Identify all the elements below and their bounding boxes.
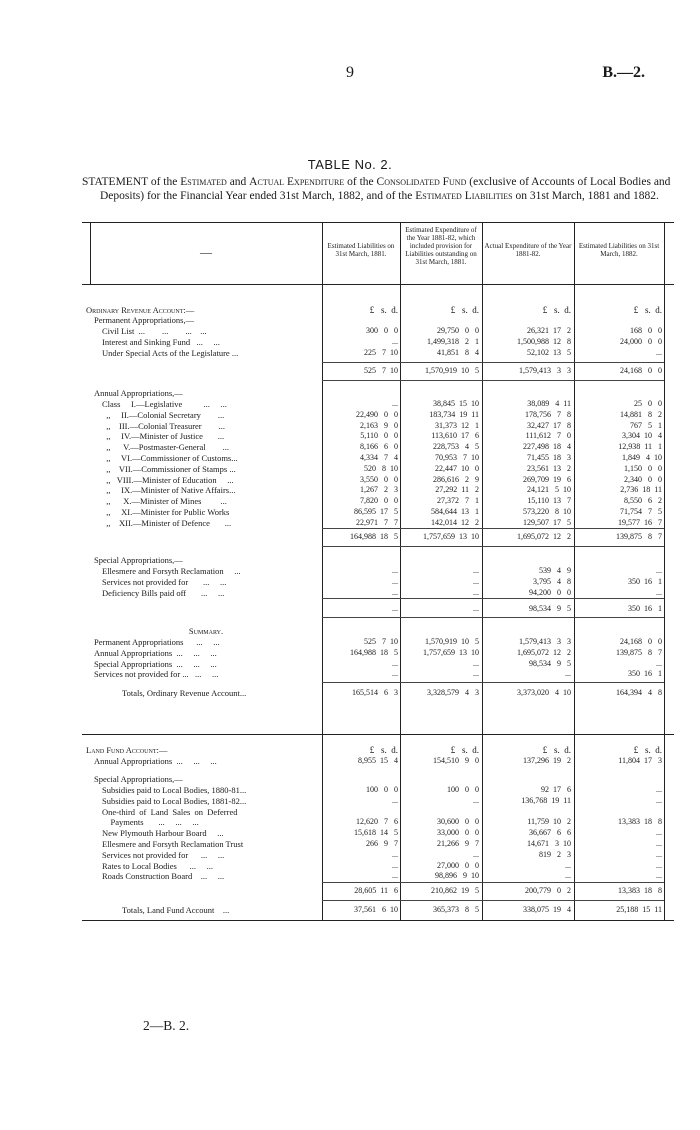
cell-c4: ...: [656, 839, 662, 848]
cell-c2: 27,292 11 2: [435, 485, 479, 495]
cell-c3: 129,507 17 5: [523, 517, 571, 527]
cell-c4: 2,340 0 0: [624, 474, 662, 484]
cell-c4: ...: [656, 785, 662, 794]
cell-c2: 38,845 15 10: [433, 399, 479, 408]
group-heading: Special Appropriations,—: [94, 774, 183, 784]
cell-c1: 22,971 7 7: [356, 517, 398, 527]
cell-c2: ...: [473, 604, 479, 613]
cell-c4: 19,577 16 7: [618, 517, 662, 527]
statement-text: on 31st March, 1881 and 1882.: [512, 189, 659, 202]
cell-c1: 165,514 6 3: [352, 688, 398, 697]
subtotal-rule: [322, 362, 664, 363]
cell-c2: 1,757,659 13 10: [423, 647, 479, 657]
row-label: ,, IV.—Minister of Justice ...: [102, 431, 225, 442]
cell-c1: 28,605 11 6: [354, 886, 398, 895]
cell-c4: 14,881 8 2: [620, 409, 662, 419]
statement-text: and: [226, 176, 250, 188]
cell-c3: 11,759 10 2: [527, 817, 571, 827]
cell-c1: 8,955 15 4: [358, 756, 398, 765]
cell-c2: ...: [473, 795, 479, 805]
row-label: ,, VIII.—Minister of Education ...: [102, 474, 234, 485]
subtotal-rule: [322, 598, 664, 599]
row-label: Subsidies paid to Local Bodies, 1881-82...: [102, 795, 247, 806]
cell-c1: 7,820 0 0: [360, 496, 398, 506]
row-label: Interest and Sinking Fund ... ...: [102, 337, 220, 347]
statement-heading: [82, 176, 674, 203]
currency-header: £ s. d.: [633, 745, 662, 755]
cell-c4: 350 16 1: [628, 604, 662, 613]
cell-c1: 300 0 0: [366, 326, 398, 335]
document-code: B.—2.: [602, 64, 645, 81]
cell-c2: ...: [473, 849, 479, 859]
cell-c2: 154,510 9 0: [433, 756, 479, 765]
cell-c3: 1,579,413 3 3: [519, 637, 571, 646]
description-column-header: —: [200, 245, 212, 259]
row-label: Special Appropriations ... ... ...: [94, 658, 217, 669]
row-label: Services not provided for ... ...: [102, 849, 225, 860]
row-label: ,, V.—Postmaster-General ...: [102, 442, 230, 453]
col2-header: Estimated Expenditure of the Year 1881-82, which included provision for Liabilities outstanding on 31st March, 1881.: [405, 226, 477, 266]
currency-header: £ s. d.: [542, 745, 571, 755]
cell-c3: 15,110 13 7: [527, 496, 571, 506]
currency-header: £ s. d.: [542, 305, 571, 315]
cell-c4: 164,394 4 8: [616, 688, 662, 697]
cell-c3: 539 4 9: [539, 566, 571, 575]
cell-c4: 24,168 0 0: [620, 366, 662, 375]
cell-c1: 266 9 7: [366, 839, 398, 848]
row-label: ,, XI.—Minister for Public Works: [102, 507, 230, 517]
statement-text: of the: [344, 176, 377, 188]
row-label: ,, II.—Colonial Secretary ...: [102, 409, 225, 420]
cell-c3: 1,500,988 12 8: [517, 337, 571, 346]
cell-c2: 70,953 7 10: [435, 453, 479, 462]
cell-c4: ...: [656, 795, 662, 805]
cell-c3: 3,373,020 4 10: [517, 688, 571, 697]
cell-c4: ...: [656, 566, 662, 575]
cell-c3: 98,534 9 5: [529, 658, 571, 668]
cell-c1: 22,490 0 0: [356, 409, 398, 419]
cell-c3: ...: [565, 860, 571, 870]
row-label: ,, III.—Colonial Treasurer ...: [102, 420, 226, 431]
cell-c3: 227,498 18 4: [523, 442, 571, 452]
cell-c2: 142,014 12 2: [431, 517, 479, 527]
cell-c2: 113,610 17 6: [431, 431, 479, 441]
cell-c3: 136,768 19 11: [521, 795, 571, 805]
cell-c2: 27,372 7 1: [437, 496, 479, 506]
row-label: Services not provided for ... ...: [102, 576, 227, 587]
statement-text: (exclusive of Accounts of Local Bodies and Deposits) for the Financial Year ended 31st March, 1882, and of the: [100, 176, 671, 202]
cell-c2: 31,373 12 1: [435, 420, 479, 430]
cell-c4: 350 16 1: [628, 669, 662, 679]
cell-c2: 30,600 0 0: [437, 817, 479, 827]
cell-c2: 1,570,919 10 5: [425, 637, 479, 646]
cell-c3: 23,561 13 2: [527, 463, 571, 473]
cell-c3: 573,220 8 10: [523, 507, 571, 516]
cell-c2: 286,616 2 9: [433, 474, 479, 484]
cell-c1: 8,166 6 0: [360, 442, 398, 452]
cell-c2: ...: [473, 587, 479, 597]
cell-c1: 3,550 0 0: [360, 474, 398, 484]
subtotal-rule: [322, 682, 664, 683]
cell-c3: 269,709 19 6: [523, 474, 571, 484]
cell-c4: ...: [656, 348, 662, 357]
cell-c2: 27,000 0 0: [437, 860, 479, 870]
subtotal-rule: [322, 528, 664, 529]
row-label: ,, VII.—Commissioner of Stamps ...: [102, 463, 236, 474]
col1-header: Estimated Liabilities on 31st March, 1881.: [327, 242, 395, 258]
cell-c3: 1,695,072 12 2: [517, 647, 571, 657]
footer-code: 2—B. 2.: [143, 1018, 190, 1033]
group-heading: Permanent Appropriations,—: [94, 315, 195, 325]
cell-c4: ...: [656, 828, 662, 838]
cell-c1: ...: [392, 337, 398, 346]
row-label: New Plymouth Harbour Board ...: [102, 828, 224, 839]
row-label: Annual Appropriations ... ... ...: [94, 647, 217, 658]
cell-c4: ...: [656, 849, 662, 859]
cell-c4: 168 0 0: [630, 326, 662, 335]
totals-label: Totals, Ordinary Revenue Account...: [122, 688, 247, 698]
cell-c3: 26,321 17 2: [527, 326, 571, 335]
subtotal-rule: [322, 546, 664, 547]
subtotal-rule: [322, 617, 664, 618]
cell-c4: ...: [656, 587, 662, 597]
row-label: Subsidies paid to Local Bodies, 1880-81...: [102, 785, 247, 795]
cell-c1: ...: [392, 871, 398, 881]
cell-c4: ...: [656, 871, 662, 881]
cell-c3: 200,779 0 2: [525, 886, 571, 895]
page-number: 9: [346, 64, 354, 81]
cell-c1: 520 8 10: [364, 463, 398, 473]
cell-c4: 12,938 11 1: [618, 442, 662, 452]
cell-c3: 71,455 18 3: [527, 453, 571, 462]
row-label: Roads Construction Board ... ...: [102, 871, 225, 882]
cell-c2: 33,000 0 0: [437, 828, 479, 838]
header-bottom-rule: [82, 284, 674, 285]
cell-c1: 225 7 10: [364, 348, 398, 357]
cell-c2: 21,266 9 7: [437, 839, 479, 848]
cell-c2: 98,896 9 10: [435, 871, 479, 881]
cell-c1: 86,595 17 5: [354, 507, 398, 516]
column-rule: [482, 222, 483, 920]
cell-c4: 25 0 0: [634, 399, 662, 408]
cell-c2: 29,750 0 0: [437, 326, 479, 335]
currency-header: £ s. d.: [450, 305, 479, 315]
row-label: ,, X.—Minister of Mines ...: [102, 496, 227, 507]
column-rule: [574, 222, 575, 920]
cell-c2: 1,570,919 10 5: [425, 366, 479, 375]
cell-c4: 24,168 0 0: [620, 637, 662, 646]
cell-c1: ...: [392, 658, 398, 668]
currency-header: £ s. d.: [369, 745, 398, 755]
cell-c3: 94,200 0 0: [529, 587, 571, 597]
cell-c2: 1,757,659 13 10: [423, 532, 479, 541]
cell-c4: 24,000 0 0: [620, 337, 662, 346]
cell-c2: 3,328,579 4 3: [427, 688, 479, 697]
row-label: ,, XII.—Minister of Defence ...: [102, 517, 232, 528]
cell-c1: 1,267 2 3: [360, 485, 398, 495]
cell-c1: ...: [392, 795, 398, 805]
cell-c1: 525 7 10: [364, 366, 398, 375]
cell-c2: ...: [473, 576, 479, 586]
cell-c4: 767 5 1: [630, 420, 662, 430]
cell-c3: 36,667 6 6: [529, 828, 571, 838]
cell-c2: 1,499,318 2 1: [427, 337, 479, 346]
cell-c4: 350 16 1: [628, 576, 662, 586]
cell-c4: 3,304 10 4: [622, 431, 662, 441]
subtotal-rule: [322, 900, 664, 901]
cell-c1: ...: [392, 587, 398, 597]
statement-lead: STATEMENT: [82, 176, 148, 188]
cell-c3: 32,427 17 8: [527, 420, 571, 430]
row-label: Class I.—Legislative ... ...: [102, 399, 227, 409]
cell-c4: 13,383 18 8: [618, 886, 662, 895]
cell-c1: ...: [392, 604, 398, 613]
cell-c2: 100 0 0: [447, 785, 479, 794]
row-label: Payments ... ... ...: [102, 817, 199, 828]
statement-sc: Estimated Liabilities: [415, 189, 513, 202]
cell-c3: 92 17 6: [541, 785, 571, 794]
row-label: Annual Appropriations ... ... ...: [94, 756, 217, 766]
cell-c4: 71,754 7 5: [620, 507, 662, 516]
cell-c3: 137,296 19 2: [523, 756, 571, 765]
row-label: Permanent Appropriations ... ...: [94, 637, 220, 647]
col4-header: Estimated Liabilities on 31st March, 1882.: [578, 242, 660, 258]
cell-c4: 25,188 15 11: [616, 905, 662, 914]
cell-c4: 139,875 8 7: [616, 532, 662, 541]
cell-c3: 1,579,413 3 3: [519, 366, 571, 375]
cell-c1: 12,620 7 6: [356, 817, 398, 827]
section-divider-rule: [82, 734, 674, 735]
row-label: Rates to Local Bodies ... ...: [102, 860, 213, 871]
cell-c4: 11,804 17 3: [618, 756, 662, 765]
cell-c4: 2,736 18 11: [620, 485, 662, 495]
subtotal-rule: [322, 882, 664, 883]
row-label: ,, IX.—Minister of Native Affairs...: [102, 485, 236, 496]
cell-c1: ...: [392, 566, 398, 575]
cell-c1: 2,163 9 0: [360, 420, 398, 430]
cell-c1: 4,334 7 4: [360, 453, 398, 462]
summary-heading: Summary.: [188, 626, 224, 636]
cell-c3: 52,102 13 5: [527, 348, 571, 357]
cell-c4: 139,875 8 7: [616, 647, 662, 657]
cell-c3: 24,121 5 10: [527, 485, 571, 495]
cell-c1: 164,988 18 5: [350, 532, 398, 541]
currency-header: £ s. d.: [450, 745, 479, 755]
cell-c1: 37,561 6 10: [354, 905, 398, 914]
cell-c3: 3,795 4 8: [533, 576, 571, 586]
cell-c1: ...: [392, 669, 398, 679]
cell-c4: 1,150 0 0: [624, 463, 662, 473]
cell-c2: 22,447 10 0: [435, 463, 479, 473]
statement-text: of the: [147, 176, 181, 188]
cell-c4: ...: [656, 658, 662, 668]
cell-c2: 584,644 13 1: [431, 507, 479, 516]
cell-c3: 111,612 7 0: [525, 431, 571, 441]
column-rule: [664, 222, 665, 920]
cell-c3: ...: [565, 871, 571, 881]
cell-c3: 38,089 4 11: [527, 399, 571, 408]
group-heading: Special Appropriations,—: [94, 555, 183, 565]
subtotal-rule: [322, 380, 664, 381]
col3-header: Actual Expenditure of the Year 1881-82.: [484, 242, 572, 258]
cell-c2: ...: [473, 669, 479, 679]
cell-c2: ...: [473, 566, 479, 575]
cell-c2: 41,851 8 4: [437, 348, 479, 357]
row-label: ,, VI.—Commissioner of Customs...: [102, 453, 238, 463]
cell-c3: ...: [565, 669, 571, 679]
column-rule: [400, 222, 401, 920]
table-top-rule: [82, 222, 674, 223]
cell-c1: 5,110 0 0: [360, 431, 398, 441]
group-heading: Annual Appropriations,—: [94, 388, 183, 398]
statement-sc: Actual Expenditure: [249, 176, 345, 188]
cell-c1: ...: [392, 399, 398, 408]
cell-c1: 15,618 14 5: [354, 828, 398, 838]
cell-c1: 164,988 18 5: [350, 647, 398, 657]
statement-sc: Consolidated Fund: [376, 176, 467, 188]
row-label: Ellesmere and Forsyth Reclamation Trust: [102, 839, 244, 849]
cell-c1: ...: [392, 860, 398, 870]
cell-c3: 98,534 9 5: [529, 604, 571, 613]
cell-c4: 8,550 6 2: [624, 496, 662, 506]
cell-c2: 210,862 19 5: [431, 886, 479, 895]
row-label: One-third of Land Sales on Deferred: [102, 806, 238, 817]
currency-header: £ s. d.: [633, 305, 662, 315]
statement-sc: Estimated: [180, 176, 227, 188]
cell-c2: 365,373 8 5: [433, 905, 479, 914]
cell-c3: 178,756 7 8: [525, 409, 571, 419]
cell-c2: 228,753 4 5: [433, 442, 479, 452]
section-title: Land Fund Account:—: [86, 745, 168, 755]
row-label: Services not provided for ... ... ...: [94, 669, 219, 680]
cell-c1: ...: [392, 849, 398, 859]
section-title: Ordinary Revenue Account:—: [86, 305, 195, 315]
cell-c3: 14,671 3 10: [527, 839, 571, 848]
cell-c3: 1,695,072 12 2: [517, 532, 571, 541]
totals-label: Totals, Land Fund Account ...: [122, 905, 230, 915]
cell-c3: 819 2 3: [539, 849, 571, 859]
row-label: Under Special Acts of the Legislature ...: [102, 348, 239, 358]
row-label: Civil List ... ... ... ...: [102, 326, 207, 336]
cell-c3: 338,075 19 4: [523, 905, 571, 914]
cell-c4: 13,383 18 8: [618, 817, 662, 827]
cell-c2: ...: [473, 658, 479, 668]
cell-c4: ...: [656, 860, 662, 870]
cell-c4: 1,849 4 10: [622, 453, 662, 462]
row-label: Ellesmere and Forsyth Reclamation ...: [102, 566, 241, 576]
cell-c1: 525 7 10: [364, 637, 398, 646]
currency-header: £ s. d.: [369, 305, 398, 315]
table-title: TABLE No. 2.: [307, 157, 393, 172]
cell-c1: 100 0 0: [366, 785, 398, 794]
row-label: Deficiency Bills paid off ... ...: [102, 587, 225, 598]
cell-c1: ...: [392, 576, 398, 586]
table-bottom-rule: [82, 920, 674, 921]
cell-c2: 183,734 19 11: [429, 409, 479, 419]
